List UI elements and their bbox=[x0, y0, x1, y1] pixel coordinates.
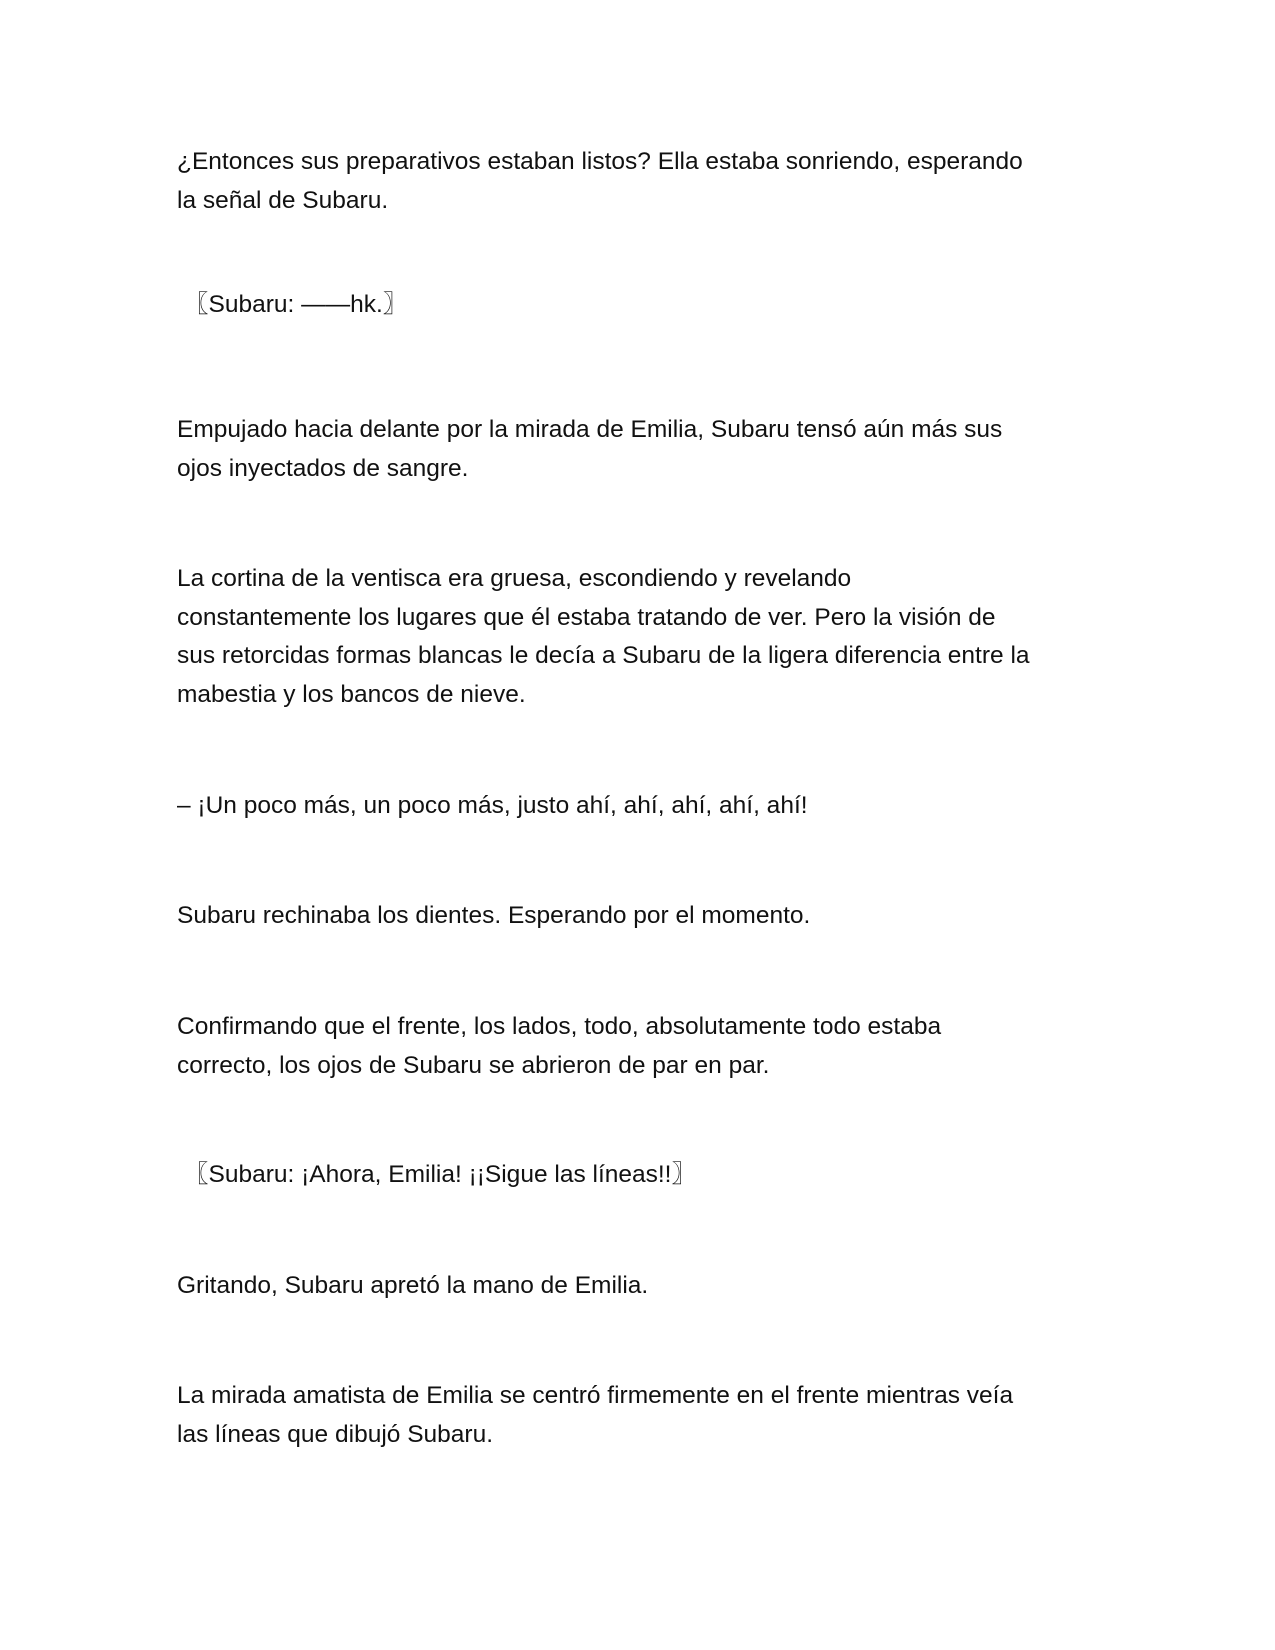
paragraph-line: – ¡Un poco más, un poco más, justo ahí, ahí, ahí, ahí, ahí! bbox=[177, 792, 808, 819]
paragraph bbox=[177, 897, 1107, 936]
paragraph bbox=[177, 787, 1107, 826]
paragraph-line: mabestia y los bancos de nieve. bbox=[177, 680, 526, 708]
paragraph-line: la señal de Subaru. bbox=[177, 186, 389, 214]
dialogue-line bbox=[184, 1156, 1114, 1195]
paragraph-line: las líneas que dibujó Subaru. bbox=[177, 1420, 493, 1448]
paragraph bbox=[177, 1377, 1107, 1454]
paragraph bbox=[177, 1267, 1107, 1306]
paragraph-line: Subaru rechinaba los dientes. Esperando por el momento. bbox=[177, 902, 811, 929]
paragraph-line: Gritando, Subaru apretó la mano de Emilia. bbox=[177, 1272, 649, 1299]
paragraph-line: Empujado hacia delante por la mirada de Emilia, Subaru tensó aún más sus bbox=[177, 416, 1003, 443]
paragraph-line: correcto, los ojos de Subaru se abrieron de par en par. bbox=[177, 1051, 770, 1079]
paragraph bbox=[177, 560, 1107, 714]
paragraph-line: ojos inyectados de sangre. bbox=[177, 454, 469, 482]
paragraph bbox=[177, 411, 1107, 488]
paragraph-line: Confirmando que el frente, los lados, todo, absolutamente todo estaba bbox=[177, 1013, 942, 1040]
paragraph-line: 〖Subaru: ¡Ahora, Emilia! ¡¡Sigue las líneas!!〗 bbox=[184, 1161, 696, 1188]
paragraph-line: ¿Entonces sus preparativos estaban listos? Ella estaba sonriendo, esperando bbox=[177, 148, 1023, 175]
paragraph bbox=[177, 1008, 1107, 1085]
paragraph-line: La cortina de la ventisca era gruesa, escondiendo y revelando bbox=[177, 565, 852, 592]
paragraph-line: La mirada amatista de Emilia se centró firmemente en el frente mientras veía bbox=[177, 1382, 1014, 1409]
paragraph bbox=[177, 143, 1107, 220]
paragraph-line: sus retorcidas formas blancas le decía a Subaru de la ligera diferencia entre la bbox=[177, 642, 1030, 669]
paragraph-line: constantemente los lugares que él estaba tratando de ver. Pero la visión de bbox=[177, 603, 996, 631]
dialogue-line bbox=[184, 286, 1114, 325]
paragraph-line: 〖Subaru: ——hk.〗 bbox=[184, 291, 408, 318]
